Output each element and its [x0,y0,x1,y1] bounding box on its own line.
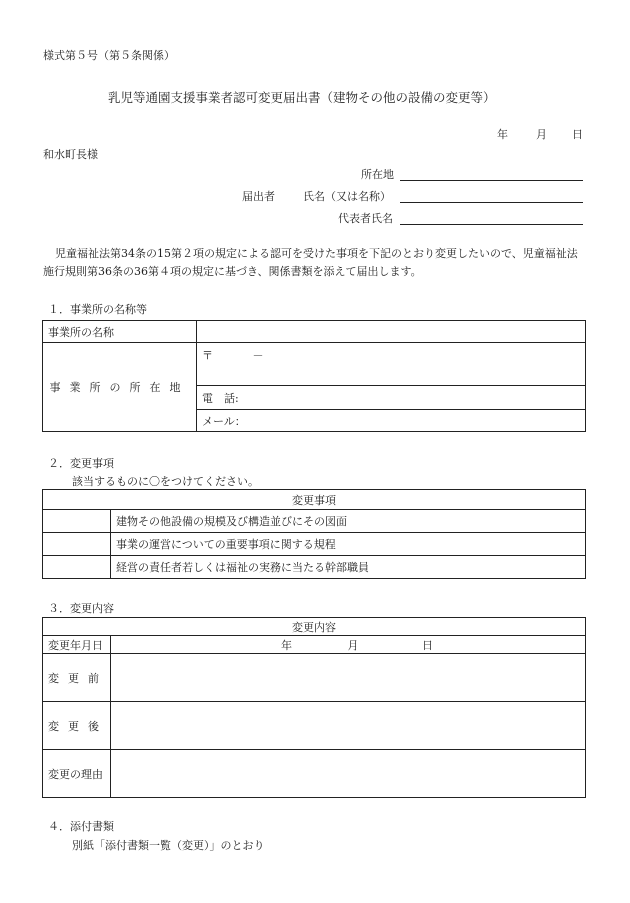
name-line[interactable] [400,202,583,203]
change-items-header: 変更事項 [43,490,586,510]
change-item-1: 建物その他設備の規模及び構造並びにその図面 [111,510,586,533]
after-label: 変更後 [43,702,111,750]
date-year: 年 [497,128,508,141]
address-label: 所在地 [361,168,394,181]
section2-note: 該当するものに〇をつけてください。 [72,475,259,488]
change-items-table [42,489,586,579]
after-field[interactable] [111,702,586,750]
facility-name-label: 事業所の名称 [43,321,197,343]
change-item-check-2[interactable] [43,533,111,556]
facility-name-field[interactable] [197,321,586,343]
reason-field[interactable] [111,750,586,798]
change-date-field[interactable] [111,636,586,654]
applicant-role-label: 届出者 [242,190,275,203]
date-month: 月 [536,128,547,141]
page-title: 乳児等通園支援事業者認可変更届出書（建物その他の設備の変更等） [108,90,496,105]
change-item-2: 事業の運営についての重要事項に関する規程 [111,533,586,556]
section3-heading: ３．変更内容 [48,602,114,615]
section2-heading: ２．変更事項 [48,457,114,470]
mail-field[interactable]: メール： [197,410,586,432]
change-item-check-1[interactable] [43,510,111,533]
change-date-day: 日 [422,638,433,652]
representative-label: 代表者氏名 [338,212,393,225]
postal-mark: 〒 [202,349,213,362]
before-field[interactable] [111,654,586,702]
facility-table [42,320,586,432]
change-item-check-3[interactable] [43,556,111,579]
change-details-header: 変更内容 [43,618,586,636]
facility-location-label: 事業所の所在地 [43,343,197,432]
representative-line[interactable] [400,224,583,225]
change-date-year: 年 [281,638,292,652]
section1-heading: １．事業所の名称等 [48,303,147,316]
name-label: 氏名（又は名称） [303,190,391,203]
address-line[interactable] [400,180,583,181]
change-item-3: 経営の責任者若しくは福祉の実務に当たる幹部職員 [111,556,586,579]
before-label: 変更前 [43,654,111,702]
change-date-month: 月 [347,638,359,652]
postal-field[interactable] [197,343,586,386]
form-number: 様式第５号（第５条関係） [43,49,175,62]
body-text: 児童福祉法第34条の15第２項の規定による認可を受けた事項を下記のとおり変更したいので、児童福祉法施行規則第36条の36第４項の規定に基づき、関係書類を添えて届出します。 [43,247,578,278]
section4-heading: ４．添付書類 [48,820,114,833]
phone-field[interactable]: 電 話: [197,386,586,410]
postal-dash: － [252,349,264,362]
change-date-label: 変更年月日 [43,636,111,654]
change-details-table [42,617,586,798]
attachment-text: 別紙「添付書類一覧（変更）」のとおり [72,839,265,852]
date-day: 日 [572,128,583,141]
addressee: 和水町長様 [43,148,98,161]
reason-label: 変更の理由 [43,750,111,798]
